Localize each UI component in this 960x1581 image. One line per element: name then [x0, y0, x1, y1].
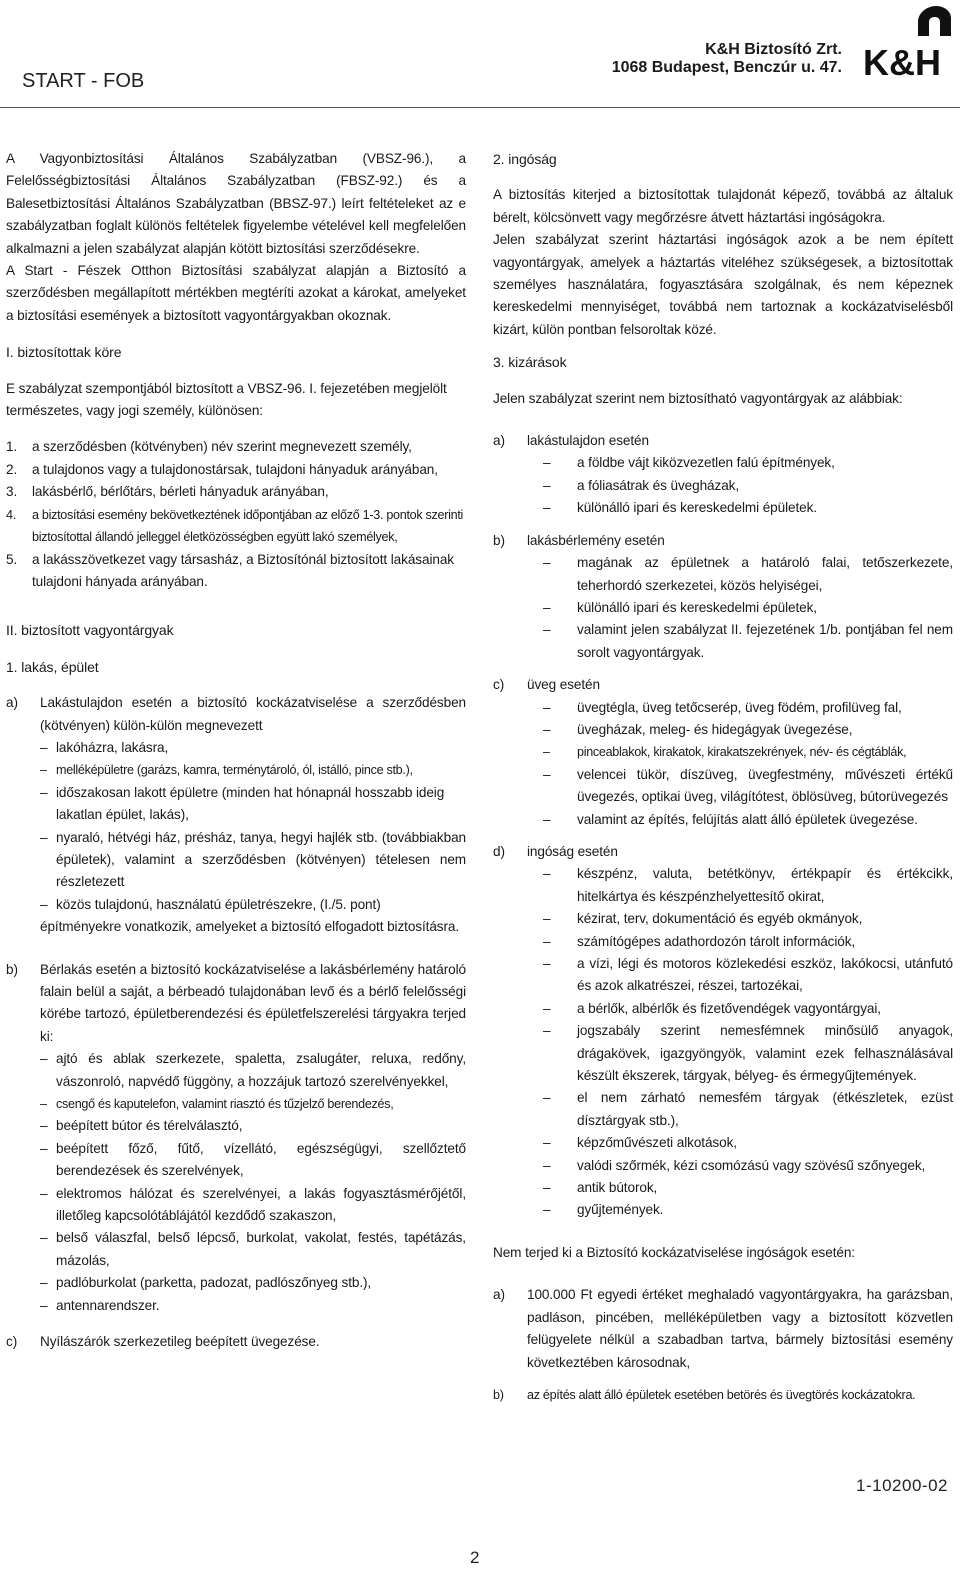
list-item: 3. lakásbérlő, bérlőtárs, bérleti hányaduk arányában, — [6, 484, 329, 500]
subsection-2-paragraph-2: Jelen szabályzat szerint háztartási ingóságok azok a be nem épített vagyontárgyak, amelyek a háztartás viteléhez szükségesek, a biztosítottak személyes használatára, fogyasztására szolgálnak, és nem képeznek kereskedelmi mennyiséget, továbbá nem tartoznak a kockázatviselésből kizárt, külön pontban felsoroltak közé. — [493, 232, 953, 337]
left-column — [6, 148, 466, 1354]
list-item: – a földbe vájt kiközvezetlen falú építmények, — [543, 455, 835, 471]
list-item: 2. a tulajdonos vagy a tulajdonostársak, tulajdoni hányaduk arányában, — [6, 461, 438, 477]
list-item: – valamint az építés, felújítás alatt álló épületek üvegezése. — [543, 811, 918, 827]
list-item: – ajtó és ablak szerkezete, spaletta, zsalugáter, reluxa, redőny, vászonroló, napvédő függöny, a hozzájuk tartozó szerelvényekkel, — [40, 1051, 466, 1089]
list-item: – antennarendszer. — [40, 1297, 160, 1313]
section-1-title: I. biztosítottak köre — [6, 344, 122, 361]
list-item: – valamint jelen szabályzat II. fejezetének 1/b. pontjában fel nem sorolt vagyontárgyak. — [543, 622, 953, 660]
list-item: – különálló ipari és kereskedelmi épületek, — [543, 599, 817, 615]
item-c: c) Nyílászárók szerkezetileg beépített üvegezése. — [6, 1334, 320, 1350]
list-item: 5. a lakásszövetkezet vagy társasház, a Biztosítónál biztosított lakásainak tulajdoni hányada arányában. — [6, 551, 454, 589]
list-item: – különálló ipari és kereskedelmi épületek. — [543, 500, 817, 516]
list-item: – a bérlők, albérlők és fizetővendégek vagyontárgyai, — [543, 1000, 881, 1016]
company-address: 1068 Budapest, Benczúr u. 47. — [611, 59, 842, 76]
list-item: – padlóburkolat (parketta, padozat, padlószőnyeg stb.), — [40, 1275, 372, 1291]
list-item: – számítógépes adathordozón tárolt információk, — [543, 933, 856, 949]
list-item: – el nem zárható nemesfém tárgyak (étkészletek, ezüst dísztárgyak stb.), — [543, 1090, 953, 1128]
list-item: – velencei tükör, díszüveg, üvegfestmény, művészeti értékű üvegezés, optikai üveg, világítótest, öblösüveg, bútorüvegezés — [543, 766, 953, 805]
list-item: – kézirat, terv, dokumentáció és egyéb okmányok, — [543, 911, 863, 927]
item-b: b) Bérlakás esetén a biztosító kockázatviselése a lakásbérlemény határoló falain belül a saját, a bérbeadó tulajdonában levő és a bérlő felelősségi körébe tartozó, épületberendezési és épületfelszerelési tárgyakra terjed ki: — [6, 961, 466, 1044]
exclusion-item: b) az építés alatt álló épületek esetében betörés és üvegtörés kockázatokra. — [493, 1387, 916, 1402]
list-item: – jogszabály szerint nemesfémnek minősülő anyagok, drágakövek, igazgyöngyök, valamint ezek felhasználásával készült ékszerek, tárgyak, bélyeg- és érmegyűjtemények. — [543, 1023, 953, 1084]
exclusion-item: a) 100.000 Ft egyedi értéket meghaladó vagyontárgyakra, ha garázsban, padláson, pincében, melléképületben vagy a biztosított közvetlen felügyelete nélkül a szabadban tartva, bármely biztosítási esemény következtében károsodnak, — [493, 1287, 953, 1370]
logo-text: K&H — [863, 42, 941, 80]
company-name: K&H Biztosító Zrt. — [705, 41, 842, 58]
subsection-1-title: 1. lakás, épület — [6, 658, 99, 675]
header-rule — [0, 107, 960, 108]
subsection-3-title: 3. kizárások — [493, 354, 567, 371]
group-title: a) lakástulajdon esetén — [493, 433, 649, 449]
header-title: START - FOB — [22, 70, 145, 92]
exclusion-group-b — [493, 530, 953, 664]
list-item: – magának az épületnek a határoló falai, tetőszerkezete, teherhordó szerkezetei, közös helyiségei, — [543, 555, 953, 593]
item-a: a) Lakástulajdon esetén a biztosító kockázatviselése a szerződésben (kötvényen) külön-külön megnevezett — [6, 695, 466, 733]
exclusion-group-d — [493, 841, 953, 1222]
subsection-3-intro: Jelen szabályzat szerint nem biztosítható vagyontárgyak az alábbiak: — [493, 390, 903, 406]
list-item: – beépített főző, fűtő, vízellátó, egészségügyi, szellőztető berendezések és szerelvények, — [40, 1140, 466, 1179]
list-item: – a vízi, légi és motoros közlekedési eszköz, lakókocsi, utánfutó és azok alkatrészei, részei, tartozékai, — [543, 956, 953, 994]
group-title: c) üveg esetén — [493, 677, 600, 693]
section-2-title: II. biztosított vagyontárgyak — [6, 622, 174, 639]
list-item: – csengő és kaputelefon, valamint riasztó és tűzjelző berendezés, — [40, 1097, 394, 1112]
exclusion-group-c — [493, 674, 953, 831]
section-1-list — [6, 436, 466, 593]
item-a-tail: építményekre vonatkozik, amelyeket a biztosító elfogadott biztosításra. — [40, 919, 460, 935]
exclusion-intro: Nem terjed ki a Biztosító kockázatviselése ingóságok esetén: — [493, 1244, 855, 1260]
group-title: b) lakásbérlemény esetén — [493, 532, 665, 548]
right-column — [493, 148, 953, 1406]
intro-paragraph-2: A Start - Fészek Otthon Biztosítási szabályzat alapján a Biztosító a szerződésben megállapított mértékben megtéríti azokat a károkat, amelyeket a biztosítási események a biztosított vagyontárgyakban okoznak. — [6, 263, 466, 323]
list-item: – antik bútorok, — [543, 1180, 658, 1196]
list-item: – üvegtégla, üveg tetőcserép, üveg födém, profilüveg fal, — [543, 699, 902, 715]
list-item: – a fóliasátrak és üvegházak, — [543, 477, 740, 493]
group-title: d) ingóság esetén — [493, 843, 618, 859]
list-item: – pinceablakok, kirakatok, kirakatszekrények, név- és cégtáblák, — [543, 745, 907, 760]
list-item: – gyűjtemények. — [543, 1202, 664, 1218]
list-item: – lakóházra, lakásra, — [40, 739, 169, 755]
list-item: – időszakosan lakott épületre (minden hat hónapnál hosszabb ideig lakatlan épület, lakás), — [40, 784, 445, 823]
kh-logo-icon — [852, 2, 952, 80]
intro-paragraph-1: A Vagyonbiztosítási Általános Szabályzatban (VBSZ-96.), a Felelősségbiztosítási Általános Szabályzatban (FBSZ-92.) és a Balesetbiztosítási Általános Szabályzatban (BBSZ-97.) leírt feltételeket az e szabályzatban foglalt különös feltételek figyelembe vételével kell megfelelően alkalmazni a jelen szabályzat alapján kötött biztosítási szerződésekre. — [6, 151, 466, 256]
exclusion-group-a — [493, 430, 953, 520]
list-item: – készpénz, valuta, betétkönyv, értékpapír és értékcikk, hitelkártya és készpénzhelyettesítő okirat, — [543, 866, 953, 904]
list-item: – üvegházak, meleg- és hidegágyak üvegezése, — [543, 721, 853, 737]
list-item: – képzőművészeti alkotások, — [543, 1135, 737, 1151]
subsection-2-title: 2. ingóság — [493, 151, 557, 167]
page-number: 2 — [470, 1548, 480, 1567]
list-item: – közös tulajdonú, használatú épületrészekre, (I./5. pont) — [40, 896, 381, 912]
list-item: – nyaraló, hétvégi ház, présház, tanya, hegyi hajlék stb. (továbbiakban épületek), valamint a szerződésben (kötvényen) tételesen nem részletezett — [40, 829, 466, 890]
list-item: – elektromos hálózat és szerelvényei, a lakás fogyasztásmérőjétől, illetőleg kapcsolótáblájától kezdődő szakaszon, — [40, 1185, 466, 1224]
list-item: – belső válaszfal, belső lépcső, burkolat, vakolat, festés, tapétázás, mázolás, — [40, 1230, 466, 1268]
company-block — [612, 41, 842, 77]
list-item: – valódi szőrmék, kézi csomózású vagy szövésű szőnyegek, — [543, 1157, 926, 1173]
document-number: 1-10200-02 — [856, 1476, 948, 1495]
section-1-intro: E szabályzat szempontjából biztosított a VBSZ-96. I. fejezetében megjelölt természetes, vagy jogi személy, különösen: — [6, 380, 447, 419]
list-item: – melléképületre (garázs, kamra, terménytároló, ól, istálló, pince stb.), — [40, 763, 413, 778]
list-item: 4. a biztosítási esemény bekövetkeztének időpontjában az előző 1-3. pontok szerinti biztosítottal állandó jelleggel életközösségben együtt lakó személyek, — [6, 507, 464, 545]
list-item: 1. a szerződésben (kötvényben) név szerint megnevezett személy, — [6, 439, 412, 455]
subsection-2-paragraph-1: A biztosítás kiterjed a biztosítottak tulajdonát képező, továbbá az általuk bérelt, kölcsönvett vagy megőrzésre átvett háztartási ingóságokra. — [493, 187, 953, 225]
list-item: – beépített bútor és térelválasztó, — [40, 1118, 243, 1134]
